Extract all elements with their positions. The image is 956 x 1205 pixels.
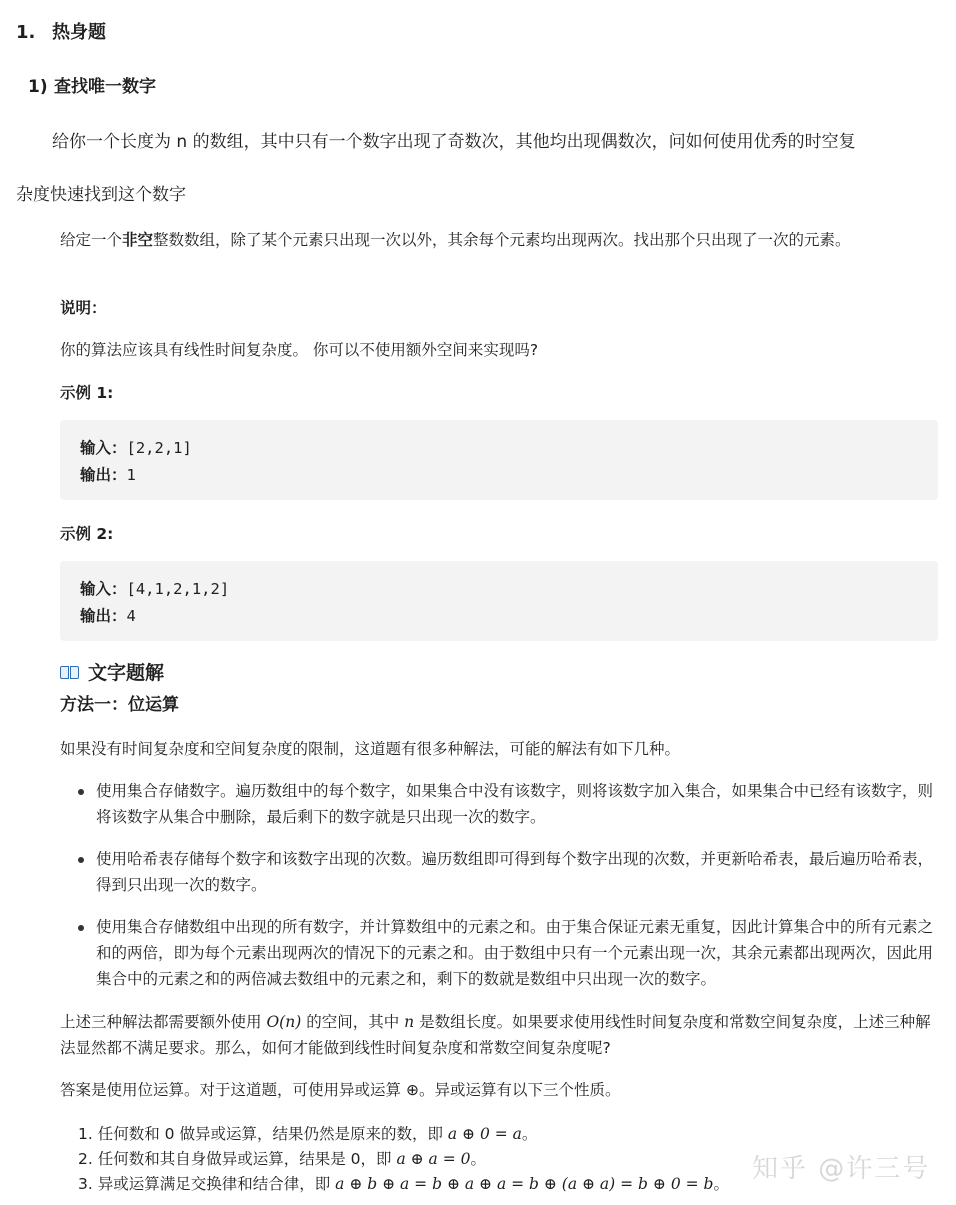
list-item: 使用哈希表存储每个数字和该数字出现的次数。遍历数组即可得到每个数字出现的次数，并更新哈希表，最后遍历哈希表，得到只出现一次的数字。: [96, 850, 934, 894]
math-inline: O(n): [266, 1013, 302, 1031]
example-2-label: 示例 2:: [60, 525, 114, 543]
problem-description: [60, 228, 938, 253]
property-number: 2.: [78, 1150, 93, 1168]
solution-title-text: 文字题解: [88, 662, 165, 684]
list-item: 使用集合存储数字。遍历数组中的每个数字，如果集合中没有该数字，则将该数字加入集合，如果集合中已经有该数字，则将该数字从集合中删除，最后剩下的数字就是只出现一次的数字。: [96, 782, 934, 826]
property-item: [78, 1172, 729, 1194]
property-end: 。: [521, 1125, 538, 1143]
example-2-codebox: [60, 561, 938, 641]
output-label: 输出：: [80, 466, 127, 484]
math-inline: a ⊕ 0 = a: [447, 1125, 522, 1143]
example-1-codebox: [60, 420, 938, 500]
watermark: 知乎 @许三号: [752, 1154, 931, 1184]
book-icon: [60, 666, 80, 680]
solution-paragraph-3: [60, 1078, 620, 1100]
heading-number: 1.: [16, 22, 36, 43]
property-text: 任何数和其自身做异或运算，结果是 0，即: [97, 1150, 397, 1168]
property-item: [78, 1147, 486, 1169]
output-value: 4: [126, 607, 136, 625]
para-text: 答案是使用位运算。对于这道题，可使用异或运算: [60, 1081, 402, 1099]
solution-paragraph-2: [60, 1009, 940, 1061]
para-text: 的空间，其中: [306, 1013, 400, 1031]
solution-section-title: [60, 658, 164, 685]
math-inline: a ⊕ a = 0: [396, 1150, 471, 1168]
subheading-title: 查找唯一数字: [54, 77, 156, 97]
input-label: 输入：: [80, 439, 127, 457]
property-number: 3.: [78, 1175, 93, 1193]
heading-title: 热身题: [52, 22, 106, 43]
property-item: [78, 1122, 537, 1144]
xor-symbol: ⊕: [405, 1081, 419, 1099]
list-item: 使用集合存储数组中出现的所有数字，并计算数组中的元素之和。由于集合保证元素无重复，因此计算集合中的所有元素之和的两倍，即为每个元素出现两次的情况下的元素之和。由于数组中只有一个元素出现一次，其余元素都出现两次，因此用集合中的元素之和的两倍减去数组中的元素之和，剩下的数就是数组中只出现一次的数字。: [96, 918, 934, 988]
para-text: 是数组长度。如果要求使用线性时间复杂度和常数空间复杂度，上述三种解法显然都不满足要求。那么，如何才能做到线性时间复杂度和常数空间复杂度呢?: [60, 1013, 931, 1057]
para-text: 。异或运算有以下三个性质。: [418, 1081, 621, 1099]
intro-line-2: 杂度快速找到这个数字: [16, 185, 186, 205]
bullet-dot: [78, 857, 84, 863]
desc-text: 整数数组，除了某个元素只出现一次以外，其余每个元素均出现两次。找出那个只出现了一次的元素。: [153, 231, 851, 249]
bullet-dot: [78, 925, 84, 931]
note-text: 你的算法应该具有线性时间复杂度。 你可以不使用额外空间来实现吗?: [60, 341, 539, 359]
method-title: 方法一：位运算: [60, 695, 179, 715]
desc-emphasis: 非空: [122, 231, 154, 249]
input-label: 输入：: [80, 580, 127, 598]
output-value: 1: [126, 466, 136, 484]
solution-paragraph-1: 如果没有时间复杂度和空间复杂度的限制，这道题有很多种解法，可能的解法有如下几种。: [60, 740, 681, 758]
property-number: 1.: [78, 1125, 93, 1143]
bullet-dot: [78, 789, 84, 795]
math-inline: n: [404, 1013, 415, 1031]
example-output-line: [80, 463, 136, 485]
property-text: 异或运算满足交换律和结合律，即: [97, 1175, 336, 1193]
intro-line-1: 给你一个长度为 n 的数组，其中只有一个数字出现了奇数次，其他均出现偶数次，问如何使用优秀的时空复: [52, 132, 856, 152]
example-input-line: [80, 577, 229, 599]
example-output-line: [80, 604, 136, 626]
desc-text: 给定一个: [60, 231, 123, 249]
math-inline: a ⊕ b ⊕ a = b ⊕ a ⊕ a = b ⊕ (a ⊕ a) = b ⊕ 0 = b: [335, 1175, 714, 1193]
input-value: [2,2,1]: [126, 439, 192, 457]
para-text: 上述三种解法都需要额外使用: [60, 1013, 262, 1031]
example-1-label: 示例 1:: [60, 384, 114, 402]
section-heading: [16, 18, 106, 44]
property-end: 。: [713, 1175, 729, 1193]
example-input-line: [80, 436, 192, 458]
property-text: 任何数和 0 做异或运算，结果仍然是原来的数，即: [97, 1125, 448, 1143]
property-end: 。: [470, 1150, 486, 1168]
input-value: [4,1,2,1,2]: [126, 580, 230, 598]
output-label: 输出：: [80, 607, 127, 625]
subsection-heading: [28, 72, 156, 97]
note-label: 说明：: [60, 299, 107, 317]
subheading-number: 1): [28, 77, 48, 97]
